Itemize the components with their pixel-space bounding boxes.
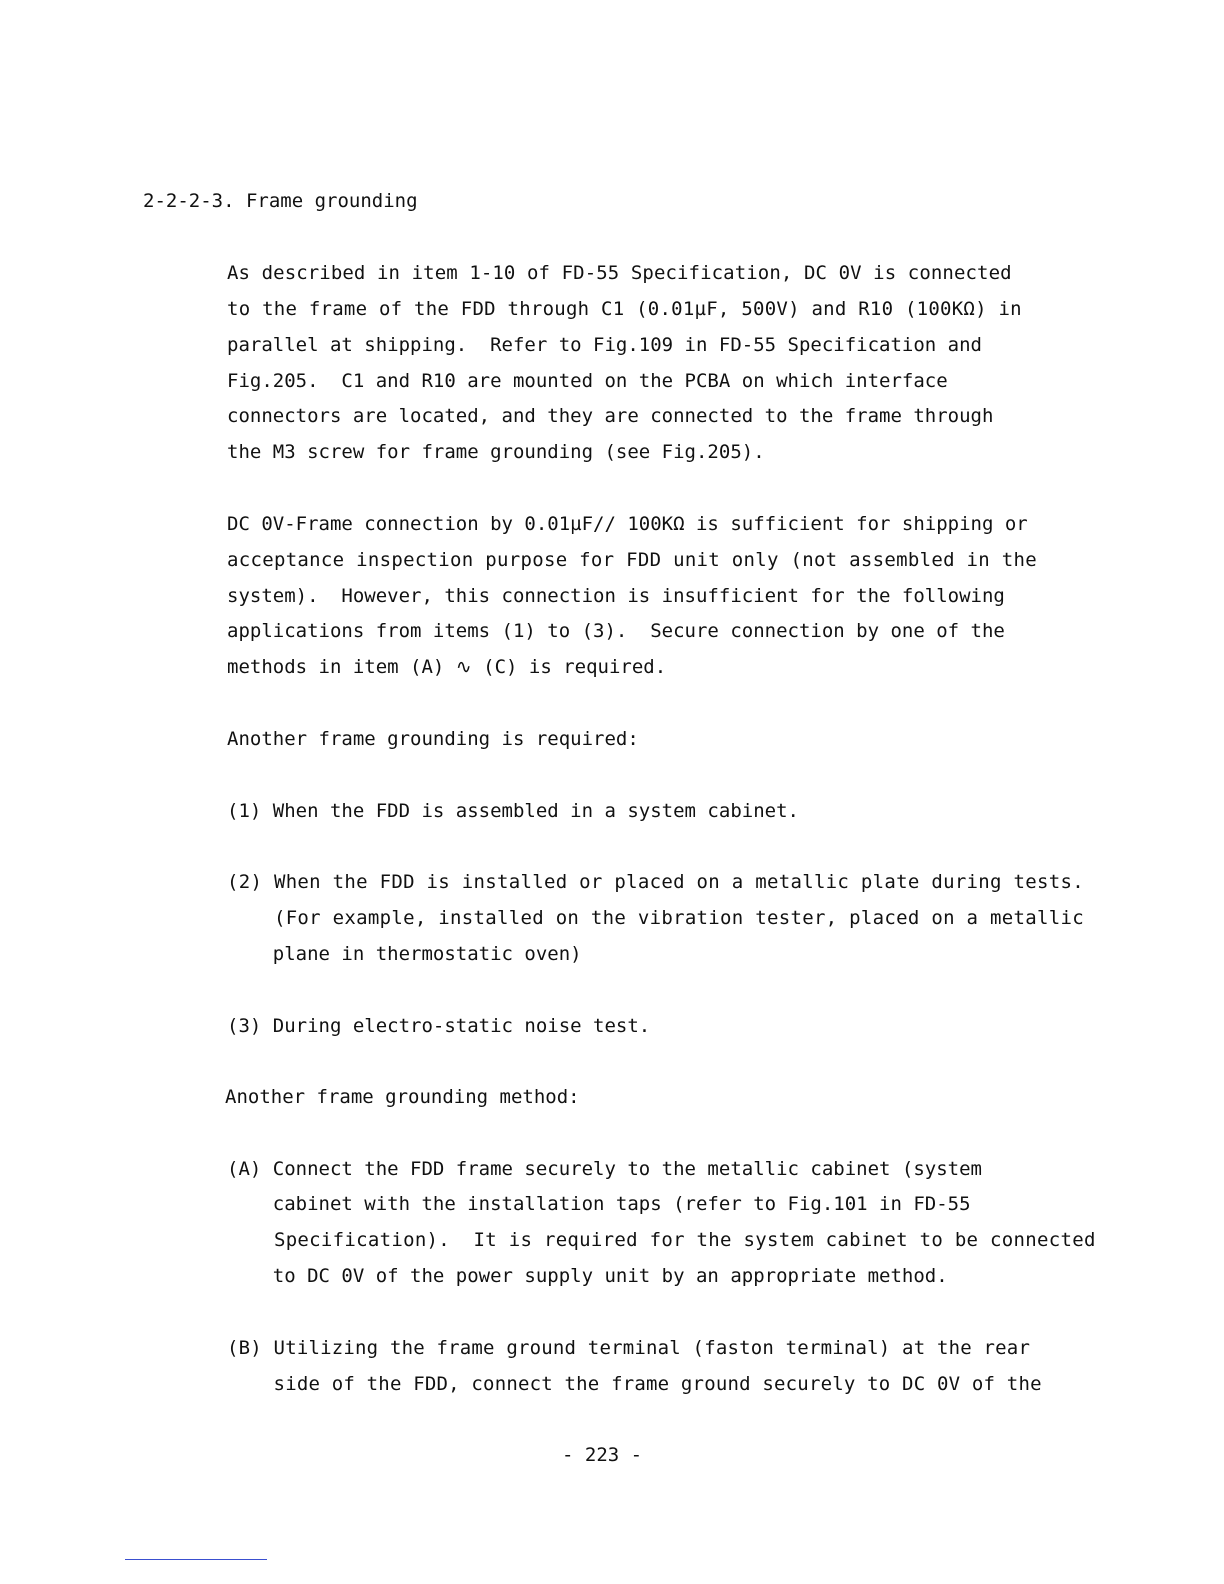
paragraph-line: methods in item (A) ∿ (C) is required.: [227, 656, 667, 678]
list-item-continuation: side of the FDD, connect the frame ground securely to DC 0V of the: [227, 1373, 1042, 1395]
paragraph-line: the M3 screw for frame grounding (see Fig.205).: [227, 441, 765, 463]
list-item: (2) When the FDD is installed or placed on a metallic plate during tests.: [227, 871, 1084, 893]
paragraph-line: applications from items (1) to (3). Secure connection by one of the: [227, 620, 1005, 642]
paragraph-line: DC 0V-Frame connection by 0.01µF// 100KΩ is sufficient for shipping or: [227, 513, 1028, 535]
list-item-continuation: cabinet with the installation taps (refer to Fig.101 in FD-55: [227, 1193, 971, 1215]
paragraph-line: Fig.205. C1 and R10 are mounted on the PCBA on which interface: [227, 370, 948, 392]
paragraph-line: connectors are located, and they are connected to the frame through: [227, 405, 994, 427]
list-item-continuation: Specification). It is required for the system cabinet to be connected: [227, 1229, 1096, 1251]
list-item-continuation: to DC 0V of the power supply unit by an appropriate method.: [227, 1265, 948, 1287]
methods-heading: Another frame grounding method:: [225, 1086, 580, 1108]
footnote-rule: [125, 1559, 267, 1560]
paragraph-line: As described in item 1-10 of FD-55 Specification, DC 0V is connected: [227, 262, 1012, 284]
required-heading: Another frame grounding is required:: [227, 728, 639, 750]
list-item: (B) Utilizing the frame ground terminal (faston terminal) at the rear: [227, 1337, 1031, 1359]
list-item: (1) When the FDD is assembled in a system cabinet.: [227, 800, 799, 822]
list-item: (A) Connect the FDD frame securely to the metallic cabinet (system: [227, 1158, 982, 1180]
paragraph-line: to the frame of the FDD through C1 (0.01µF, 500V) and R10 (100KΩ) in: [227, 298, 1022, 320]
section-heading: 2-2-2-3. Frame grounding: [143, 190, 418, 212]
list-item-continuation: (For example, installed on the vibration tester, placed on a metallic: [227, 907, 1084, 929]
list-item-continuation: plane in thermostatic oven): [227, 943, 582, 965]
paragraph-line: system). However, this connection is insufficient for the following: [227, 585, 1005, 607]
paragraph-line: parallel at shipping. Refer to Fig.109 in FD-55 Specification and: [227, 334, 982, 356]
page-number: - 223 -: [562, 1444, 643, 1466]
paragraph-line: acceptance inspection purpose for FDD unit only (not assembled in the: [227, 549, 1037, 571]
list-item: (3) During electro-static noise test.: [227, 1015, 651, 1037]
